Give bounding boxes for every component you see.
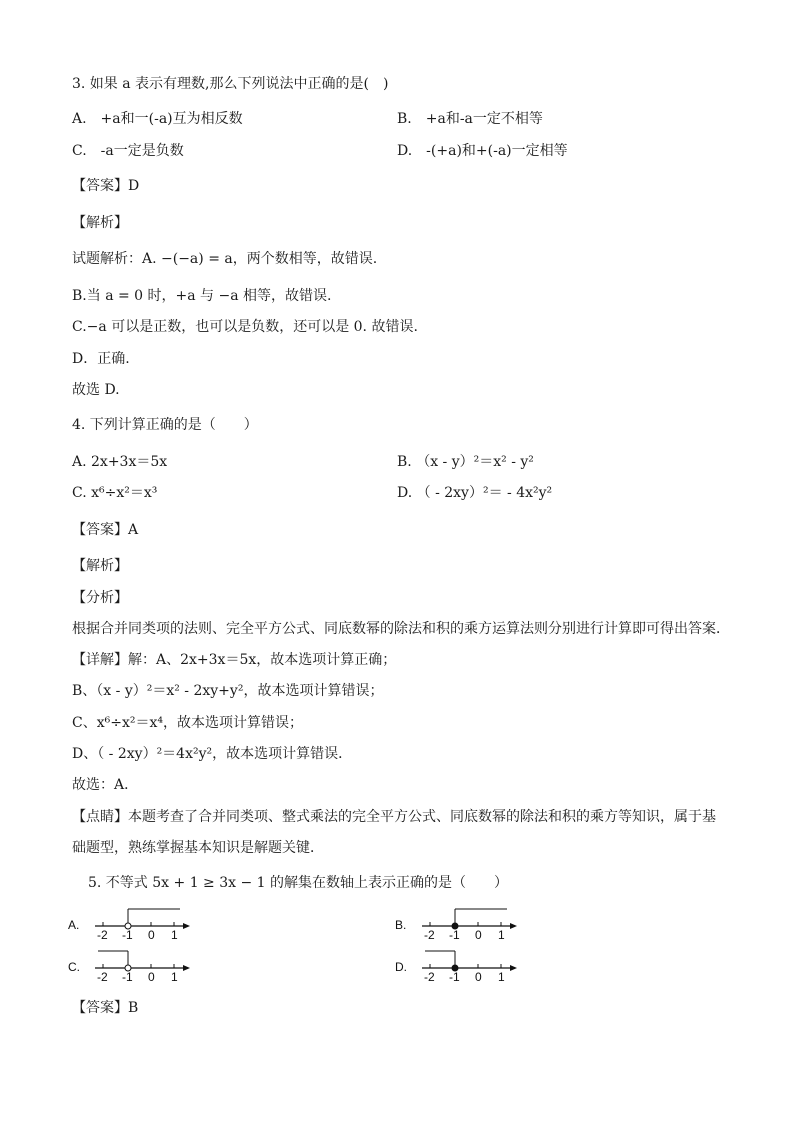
number-line-option-c xyxy=(68,947,198,987)
q3-option-c: C. -a一定是负数 xyxy=(72,143,184,159)
q4-stem: 4. 下列计算正确的是（ ） xyxy=(72,417,258,433)
answer-tag: 【答案】 xyxy=(72,1000,128,1016)
answer-value: A xyxy=(128,522,139,538)
option-label: A. xyxy=(68,918,80,932)
q4-option-d: D. （ - 2xy）²＝ - 4x²y² xyxy=(397,485,553,501)
dianjing-text: 本题考查了合并同类项、整式乘法的完全平方公式、同底数幂的除法和积的乘方等知识，属于基 xyxy=(128,809,716,825)
tick-label: -2 xyxy=(97,970,108,984)
tick-label: 1 xyxy=(498,970,505,984)
q3-option-d: D. -(+a)和+(-a)一定相等 xyxy=(397,143,568,159)
tick-label: -2 xyxy=(424,928,435,942)
detail-text: 解：A、2x+3x＝5x，故本选项计算正确； xyxy=(128,652,397,668)
q3-analysis-line-1: 试题解析：A. −(−a) = a，两个数相等，故错误. xyxy=(72,251,378,267)
tick-label: -1 xyxy=(449,928,460,942)
q4-detail-line-1 xyxy=(72,651,396,669)
q3-stem: 3. 如果 a 表示有理数,那么下列说法中正确的是( ) xyxy=(72,76,389,92)
tick-label: 1 xyxy=(498,928,505,942)
tick-label: 0 xyxy=(475,970,482,984)
q4-option-c: C. x⁶÷x²＝x³ xyxy=(72,485,158,501)
tick-label: 1 xyxy=(171,928,178,942)
q5-stem: 5. 不等式 5x + 1 ≥ 3x − 1 的解集在数轴上表示正确的是（ ） xyxy=(88,875,509,891)
dianjing-tag: 【点睛】 xyxy=(72,809,128,825)
q4-detail-line-3: C、x⁶÷x²＝x⁴，故本选项计算错误； xyxy=(72,715,303,731)
tick-label: -1 xyxy=(449,970,460,984)
option-label: D. xyxy=(395,960,407,974)
tick-label: -1 xyxy=(122,928,133,942)
q4-detail-line-2: B、（x - y）²＝x² - 2xy+y²，故本选项计算错误； xyxy=(72,683,384,699)
q4-fenxi-tag: 【分析】 xyxy=(72,590,128,606)
option-label: B. xyxy=(395,918,407,932)
number-line-option-b xyxy=(395,905,525,945)
q3-analysis-tag: 【解析】 xyxy=(72,215,128,231)
answer-tag: 【答案】 xyxy=(72,522,128,538)
q4-dianjing-line-2: 础题型，熟练掌握基本知识是解题关键． xyxy=(72,840,324,856)
q5-answer-row xyxy=(72,999,138,1017)
q4-option-b: B. （x - y）²＝x² - y² xyxy=(397,454,534,470)
q4-option-a: A. 2x+3x＝5x xyxy=(72,454,168,470)
q3-option-b: B. +a和-a一定不相等 xyxy=(397,111,543,127)
number-line-option-a xyxy=(68,905,198,945)
q3-analysis-line-2: B.当 a = 0 时，+a 与 −a 相等，故错误. xyxy=(72,288,332,304)
answer-tag: 【答案】 xyxy=(72,178,128,194)
tick-label: -2 xyxy=(97,928,108,942)
detail-tag: 【详解】 xyxy=(72,652,128,668)
tick-label: 1 xyxy=(171,970,178,984)
q3-answer-row xyxy=(72,177,139,195)
q4-analysis-tag: 【解析】 xyxy=(72,558,128,574)
answer-value: B xyxy=(128,1000,139,1016)
q4-answer-row xyxy=(72,521,138,539)
tick-label: 0 xyxy=(475,928,482,942)
q3-analysis-line-3: C.−a 可以是正数，也可以是负数，还可以是 0. 故错误. xyxy=(72,319,418,335)
q4-fenxi-text: 根据合并同类项的法则、完全平方公式、同底数幂的除法和积的乘方运算法则分别进行计算即可得出答案． xyxy=(72,621,730,637)
q3-analysis-line-4: D．正确. xyxy=(72,351,130,367)
q4-detail-line-4: D、（ - 2xy）²＝4x²y²，故本选项计算错误． xyxy=(72,746,353,762)
answer-value: D xyxy=(128,178,140,194)
tick-label: -2 xyxy=(424,970,435,984)
number-line-option-d xyxy=(395,947,525,987)
tick-label: 0 xyxy=(148,970,155,984)
q4-dianjing-line-1 xyxy=(72,808,716,826)
q3-analysis-line-5: 故选 D. xyxy=(72,382,120,398)
tick-label: 0 xyxy=(148,928,155,942)
tick-label: -1 xyxy=(122,970,133,984)
option-label: C. xyxy=(68,960,80,974)
q4-detail-line-5: 故选：A． xyxy=(72,777,139,793)
q3-option-a: A. +a和一(-a)互为相反数 xyxy=(72,111,243,127)
